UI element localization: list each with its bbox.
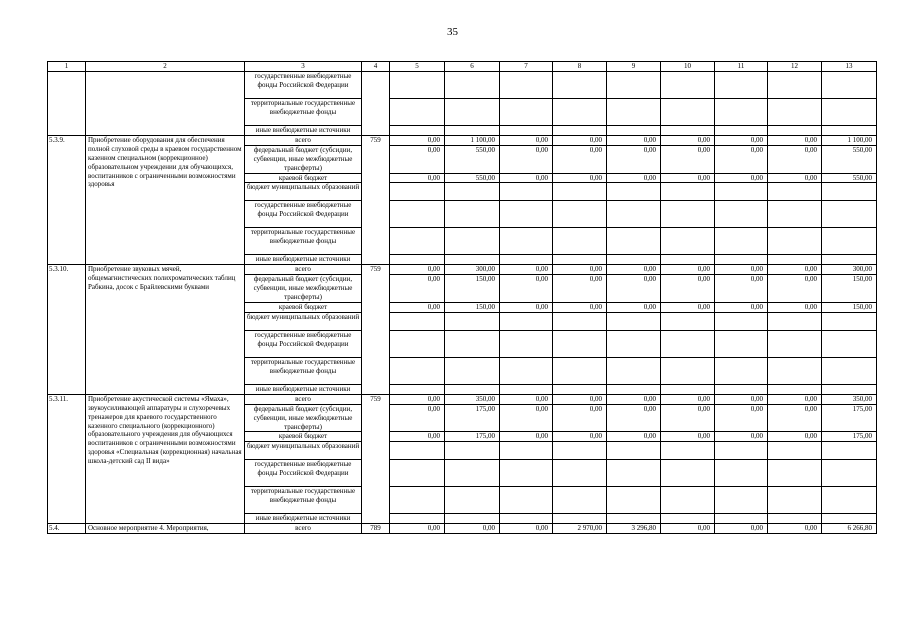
column-header: 11: [715, 62, 768, 72]
amount-cell: [553, 126, 607, 136]
amount-cell: 0,00: [390, 302, 445, 312]
amount-cell: 0,00: [500, 524, 553, 534]
column-header: 13: [822, 62, 877, 72]
amount-cell: 0,00: [553, 432, 607, 442]
amount-cell: [822, 201, 877, 228]
amount-cell: 0,00: [661, 302, 715, 312]
amount-cell: [715, 183, 768, 201]
column-header: 7: [500, 62, 553, 72]
measure-name: Основное мероприятие 4. Мероприятия,: [86, 524, 245, 534]
amount-cell: [500, 357, 553, 384]
measure-code: 5.3.10.: [48, 265, 86, 394]
amount-cell: [500, 514, 553, 524]
grbs-code: 759: [362, 394, 390, 523]
amount-cell: 0,00: [607, 265, 661, 275]
amount-cell: [822, 487, 877, 514]
amount-cell: 0,00: [768, 135, 822, 145]
amount-cell: [553, 514, 607, 524]
funding-source: всего: [245, 135, 362, 145]
column-header: 10: [661, 62, 715, 72]
column-header: 1: [48, 62, 86, 72]
amount-cell: [445, 255, 500, 265]
amount-cell: 0,00: [445, 524, 500, 534]
amount-cell: [607, 357, 661, 384]
amount-cell: 0,00: [390, 404, 445, 432]
funding-source: государственные внебюджетные фонды Российской Федерации: [245, 330, 362, 357]
funding-source: бюджет муниципальных образований: [245, 312, 362, 330]
amount-cell: 0,00: [715, 524, 768, 534]
table-row: [48, 524, 877, 534]
amount-cell: [715, 126, 768, 136]
amount-cell: 0,00: [553, 404, 607, 432]
amount-cell: [607, 201, 661, 228]
amount-cell: [390, 72, 445, 99]
amount-cell: [500, 312, 553, 330]
amount-cell: [768, 72, 822, 99]
amount-cell: 150,00: [445, 302, 500, 312]
funding-source: бюджет муниципальных образований: [245, 183, 362, 201]
amount-cell: 0,00: [768, 145, 822, 173]
grbs-code: 789: [362, 524, 390, 534]
amount-cell: [607, 442, 661, 460]
amount-cell: 300,00: [445, 265, 500, 275]
amount-cell: [445, 201, 500, 228]
amount-cell: [607, 460, 661, 487]
amount-cell: 175,00: [822, 404, 877, 432]
funding-source: краевой бюджет: [245, 302, 362, 312]
amount-cell: [822, 228, 877, 255]
amount-cell: 0,00: [500, 145, 553, 173]
amount-cell: [445, 384, 500, 394]
amount-cell: [500, 126, 553, 136]
amount-cell: [445, 99, 500, 126]
amount-cell: 550,00: [822, 145, 877, 173]
amount-cell: [445, 126, 500, 136]
amount-cell: [715, 514, 768, 524]
amount-cell: [607, 330, 661, 357]
amount-cell: [661, 126, 715, 136]
amount-cell: 0,00: [500, 302, 553, 312]
amount-cell: 0,00: [715, 173, 768, 183]
funding-source: федеральный бюджет (субсидии, субвенции, иные межбюджетные трансферты): [245, 145, 362, 173]
amount-cell: [390, 183, 445, 201]
amount-cell: 150,00: [822, 302, 877, 312]
amount-cell: [661, 514, 715, 524]
amount-cell: 0,00: [390, 394, 445, 404]
amount-cell: 0,00: [661, 173, 715, 183]
funding-source: иные внебюджетные источники: [245, 255, 362, 265]
amount-cell: [445, 183, 500, 201]
amount-cell: [661, 384, 715, 394]
amount-cell: 0,00: [500, 394, 553, 404]
amount-cell: [445, 487, 500, 514]
amount-cell: [445, 228, 500, 255]
amount-cell: [553, 228, 607, 255]
table-row: [48, 72, 877, 99]
funding-source: всего: [245, 265, 362, 275]
amount-cell: [822, 442, 877, 460]
amount-cell: [661, 330, 715, 357]
amount-cell: [715, 460, 768, 487]
grbs-code: 759: [362, 135, 390, 264]
amount-cell: [553, 460, 607, 487]
amount-cell: [822, 255, 877, 265]
amount-cell: [768, 357, 822, 384]
amount-cell: 0,00: [390, 173, 445, 183]
amount-cell: [661, 255, 715, 265]
amount-cell: [822, 330, 877, 357]
amount-cell: [553, 384, 607, 394]
amount-cell: 0,00: [768, 302, 822, 312]
amount-cell: [607, 126, 661, 136]
amount-cell: [553, 487, 607, 514]
amount-cell: 0,00: [500, 135, 553, 145]
amount-cell: 2 970,00: [553, 524, 607, 534]
amount-cell: [390, 460, 445, 487]
amount-cell: [607, 72, 661, 99]
amount-cell: [607, 514, 661, 524]
amount-cell: 0,00: [500, 404, 553, 432]
amount-cell: [390, 255, 445, 265]
amount-cell: 0,00: [715, 145, 768, 173]
amount-cell: 0,00: [390, 265, 445, 275]
amount-cell: [390, 357, 445, 384]
amount-cell: [445, 442, 500, 460]
amount-cell: [390, 126, 445, 136]
amount-cell: [500, 99, 553, 126]
amount-cell: 0,00: [768, 524, 822, 534]
amount-cell: [553, 357, 607, 384]
funding-source: федеральный бюджет (субсидии, субвенции, иные межбюджетные трансферты): [245, 404, 362, 432]
amount-cell: [445, 357, 500, 384]
amount-cell: 0,00: [768, 432, 822, 442]
grbs-code: 759: [362, 265, 390, 394]
amount-cell: [715, 384, 768, 394]
amount-cell: [715, 99, 768, 126]
amount-cell: [661, 99, 715, 126]
amount-cell: [768, 201, 822, 228]
amount-cell: 0,00: [553, 145, 607, 173]
amount-cell: 0,00: [607, 275, 661, 303]
amount-cell: 0,00: [661, 524, 715, 534]
amount-cell: [500, 255, 553, 265]
amount-cell: 0,00: [661, 135, 715, 145]
amount-cell: [390, 312, 445, 330]
amount-cell: 300,00: [822, 265, 877, 275]
amount-cell: [715, 487, 768, 514]
table-row: [48, 265, 877, 275]
amount-cell: [553, 183, 607, 201]
amount-cell: 0,00: [715, 275, 768, 303]
amount-cell: [445, 72, 500, 99]
budget-table: [47, 61, 877, 534]
amount-cell: [768, 312, 822, 330]
amount-cell: [390, 330, 445, 357]
funding-source: иные внебюджетные источники: [245, 514, 362, 524]
amount-cell: 0,00: [661, 275, 715, 303]
grbs-cell: [362, 72, 390, 136]
amount-cell: 0,00: [768, 394, 822, 404]
amount-cell: [390, 514, 445, 524]
amount-cell: [768, 228, 822, 255]
amount-cell: [768, 514, 822, 524]
amount-cell: [553, 255, 607, 265]
amount-cell: 550,00: [445, 173, 500, 183]
table-row: [48, 394, 877, 404]
amount-cell: [768, 183, 822, 201]
amount-cell: [500, 72, 553, 99]
amount-cell: 0,00: [607, 432, 661, 442]
page-number: 35: [447, 26, 458, 38]
amount-cell: [661, 460, 715, 487]
amount-cell: [768, 99, 822, 126]
amount-cell: [500, 460, 553, 487]
column-header: 6: [445, 62, 500, 72]
amount-cell: [715, 201, 768, 228]
amount-cell: [500, 228, 553, 255]
funding-source: территориальные государственные внебюджетные фонды: [245, 487, 362, 514]
amount-cell: 0,00: [553, 302, 607, 312]
amount-cell: [661, 312, 715, 330]
amount-cell: [715, 442, 768, 460]
table-row: [48, 135, 877, 145]
amount-cell: 0,00: [715, 302, 768, 312]
funding-source: краевой бюджет: [245, 432, 362, 442]
amount-cell: [607, 487, 661, 514]
amount-cell: 0,00: [390, 524, 445, 534]
amount-cell: 1 100,00: [822, 135, 877, 145]
amount-cell: [768, 487, 822, 514]
amount-cell: 0,00: [715, 135, 768, 145]
amount-cell: [500, 442, 553, 460]
column-header-row: [48, 62, 877, 72]
measure-name: Приобретение оборудования для обеспечения полной слуховой среды в краевом государственном казенном специальном (коррекционное) образовательном учреждении для обучающихся, воспитанников с ограниченными возможностями здоровья: [86, 135, 245, 264]
amount-cell: [768, 126, 822, 136]
amount-cell: 0,00: [661, 432, 715, 442]
amount-cell: [553, 312, 607, 330]
amount-cell: [445, 460, 500, 487]
amount-cell: [822, 72, 877, 99]
funding-source: краевой бюджет: [245, 173, 362, 183]
funding-source: территориальные государственные внебюджетные фонды: [245, 228, 362, 255]
amount-cell: 0,00: [715, 265, 768, 275]
amount-cell: [553, 330, 607, 357]
amount-cell: [390, 487, 445, 514]
amount-cell: [500, 487, 553, 514]
amount-cell: [500, 384, 553, 394]
funding-source: территориальные государственные внебюджетные фонды: [245, 357, 362, 384]
amount-cell: 0,00: [607, 404, 661, 432]
amount-cell: [822, 312, 877, 330]
amount-cell: [715, 330, 768, 357]
amount-cell: [661, 72, 715, 99]
amount-cell: [822, 384, 877, 394]
budget-table-body: [48, 62, 877, 534]
amount-cell: [445, 330, 500, 357]
amount-cell: [553, 442, 607, 460]
amount-cell: [768, 384, 822, 394]
amount-cell: [607, 384, 661, 394]
measure-name: Приобретение акустической системы «Ямаха», звукоусиливающей аппаратуры и слухоречевых тренажеров для краевого государственного казенного специального (коррекционного) образовательного учреждения для обучающихся воспитанников с ограниченными возможностями здоровья «Специальная (коррекционная) начальная школа-детский сад II вида»: [86, 394, 245, 523]
amount-cell: [553, 72, 607, 99]
amount-cell: 0,00: [553, 173, 607, 183]
amount-cell: 0,00: [500, 173, 553, 183]
measure-code: 5.3.11.: [48, 394, 86, 523]
measure-code: 5.3.9.: [48, 135, 86, 264]
amount-cell: 0,00: [607, 135, 661, 145]
measure-code: 5.4.: [48, 524, 86, 534]
amount-cell: [661, 201, 715, 228]
amount-cell: 0,00: [390, 275, 445, 303]
amount-cell: 6 266,80: [822, 524, 877, 534]
amount-cell: 0,00: [390, 145, 445, 173]
measure-code-cell: [48, 72, 86, 136]
amount-cell: [715, 312, 768, 330]
amount-cell: 0,00: [500, 275, 553, 303]
amount-cell: [390, 442, 445, 460]
amount-cell: [768, 330, 822, 357]
amount-cell: [445, 312, 500, 330]
funding-source: государственные внебюджетные фонды Российской Федерации: [245, 201, 362, 228]
amount-cell: [661, 442, 715, 460]
amount-cell: 0,00: [661, 145, 715, 173]
funding-source: бюджет муниципальных образований: [245, 442, 362, 460]
amount-cell: [661, 183, 715, 201]
amount-cell: 550,00: [822, 173, 877, 183]
amount-cell: [822, 460, 877, 487]
amount-cell: 175,00: [445, 432, 500, 442]
amount-cell: 350,00: [445, 394, 500, 404]
amount-cell: 0,00: [553, 394, 607, 404]
amount-cell: 1 100,00: [445, 135, 500, 145]
amount-cell: [607, 228, 661, 255]
funding-source: государственные внебюджетные фонды Российской Федерации: [245, 460, 362, 487]
funding-source: всего: [245, 524, 362, 534]
amount-cell: [822, 126, 877, 136]
amount-cell: 0,00: [390, 432, 445, 442]
amount-cell: 0,00: [768, 173, 822, 183]
amount-cell: 0,00: [500, 432, 553, 442]
amount-cell: [390, 228, 445, 255]
amount-cell: 150,00: [445, 275, 500, 303]
amount-cell: 0,00: [607, 394, 661, 404]
amount-cell: 0,00: [553, 135, 607, 145]
amount-cell: [553, 99, 607, 126]
amount-cell: 0,00: [661, 265, 715, 275]
column-header: 8: [553, 62, 607, 72]
amount-cell: [500, 183, 553, 201]
column-header: 3: [245, 62, 362, 72]
amount-cell: [715, 357, 768, 384]
amount-cell: 175,00: [445, 404, 500, 432]
measure-name-cell: [86, 72, 245, 136]
amount-cell: 0,00: [607, 302, 661, 312]
amount-cell: [768, 460, 822, 487]
amount-cell: 0,00: [553, 265, 607, 275]
column-header: 9: [607, 62, 661, 72]
amount-cell: 0,00: [607, 173, 661, 183]
amount-cell: [390, 384, 445, 394]
amount-cell: 0,00: [768, 265, 822, 275]
amount-cell: [607, 312, 661, 330]
amount-cell: 0,00: [715, 432, 768, 442]
amount-cell: [390, 99, 445, 126]
amount-cell: [715, 255, 768, 265]
column-header: 2: [86, 62, 245, 72]
amount-cell: 550,00: [445, 145, 500, 173]
amount-cell: [822, 357, 877, 384]
funding-source: всего: [245, 394, 362, 404]
amount-cell: 150,00: [822, 275, 877, 303]
amount-cell: 0,00: [661, 394, 715, 404]
amount-cell: 0,00: [390, 135, 445, 145]
amount-cell: 175,00: [822, 432, 877, 442]
amount-cell: 0,00: [715, 394, 768, 404]
funding-source: федеральный бюджет (субсидии, субвенции, иные межбюджетные трансферты): [245, 275, 362, 303]
amount-cell: [607, 99, 661, 126]
amount-cell: 350,00: [822, 394, 877, 404]
funding-source: государственные внебюджетные фонды Российской Федерации: [245, 72, 362, 99]
amount-cell: 0,00: [768, 275, 822, 303]
amount-cell: [661, 487, 715, 514]
amount-cell: [768, 255, 822, 265]
column-header: 12: [768, 62, 822, 72]
amount-cell: [661, 228, 715, 255]
amount-cell: [768, 442, 822, 460]
amount-cell: 0,00: [500, 265, 553, 275]
column-header: 4: [362, 62, 390, 72]
amount-cell: [500, 201, 553, 228]
amount-cell: [553, 201, 607, 228]
funding-source: иные внебюджетные источники: [245, 126, 362, 136]
funding-source: территориальные государственные внебюджетные фонды: [245, 99, 362, 126]
amount-cell: 0,00: [607, 145, 661, 173]
amount-cell: [500, 330, 553, 357]
amount-cell: [607, 183, 661, 201]
amount-cell: 0,00: [715, 404, 768, 432]
amount-cell: [445, 514, 500, 524]
amount-cell: 0,00: [661, 404, 715, 432]
amount-cell: [822, 99, 877, 126]
measure-name: Приобретение звуковых мячей, общемагнистических полихроматических таблиц Рабкина, досок с Брайлевскими буквами: [86, 265, 245, 394]
amount-cell: [822, 514, 877, 524]
amount-cell: 3 296,80: [607, 524, 661, 534]
column-header: 5: [390, 62, 445, 72]
amount-cell: 0,00: [768, 404, 822, 432]
amount-cell: [607, 255, 661, 265]
amount-cell: 0,00: [553, 275, 607, 303]
amount-cell: [715, 72, 768, 99]
amount-cell: [822, 183, 877, 201]
amount-cell: [661, 357, 715, 384]
amount-cell: [390, 201, 445, 228]
amount-cell: [715, 228, 768, 255]
funding-source: иные внебюджетные источники: [245, 384, 362, 394]
